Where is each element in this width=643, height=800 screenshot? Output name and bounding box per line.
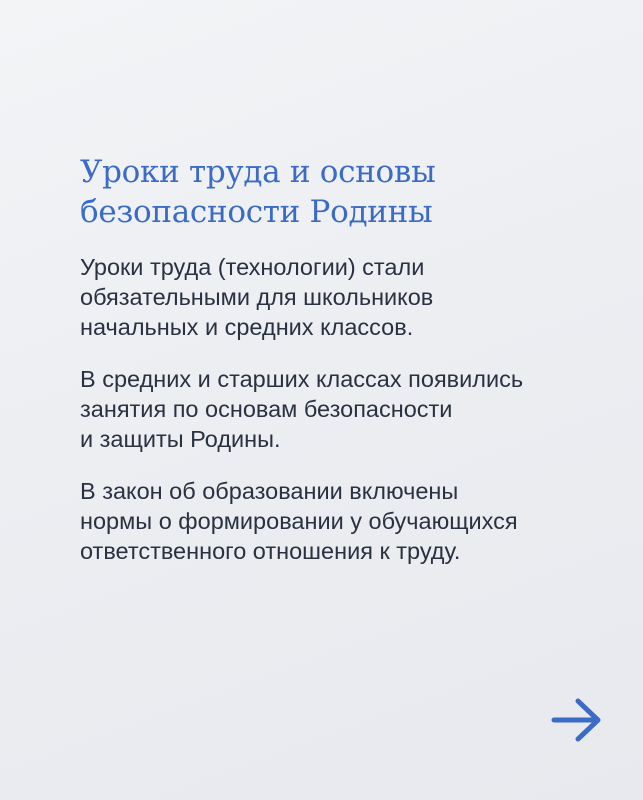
paragraph-2-line-3: и защиты Родины. bbox=[80, 426, 281, 452]
paragraph-1 bbox=[80, 252, 625, 342]
paragraph-2 bbox=[80, 364, 625, 454]
paragraph-3-line-1: В закон об образовании включены bbox=[80, 478, 459, 504]
paragraph-2-line-2: занятия по основам безопасности bbox=[80, 396, 453, 422]
paragraph-3 bbox=[80, 476, 625, 566]
paragraph-1-line-2: обязательными для школьников bbox=[80, 284, 434, 310]
slide-body bbox=[80, 252, 625, 588]
heading-line-1: Уроки труда и основы bbox=[80, 154, 436, 190]
paragraph-3-line-2: нормы о формировании у обучающихся bbox=[80, 508, 518, 534]
heading-line-2: безопасности Родины bbox=[80, 194, 433, 230]
paragraph-1-line-1: Уроки труда (технологии) стали bbox=[80, 254, 425, 280]
paragraph-2-line-1: В средних и старших классах появились bbox=[80, 366, 524, 392]
arrow-right-icon[interactable] bbox=[551, 697, 603, 743]
paragraph-3-line-3: ответственного отношения к труду. bbox=[80, 538, 461, 564]
slide-heading bbox=[80, 152, 600, 232]
paragraph-1-line-3: начальных и средних классов. bbox=[80, 314, 414, 340]
